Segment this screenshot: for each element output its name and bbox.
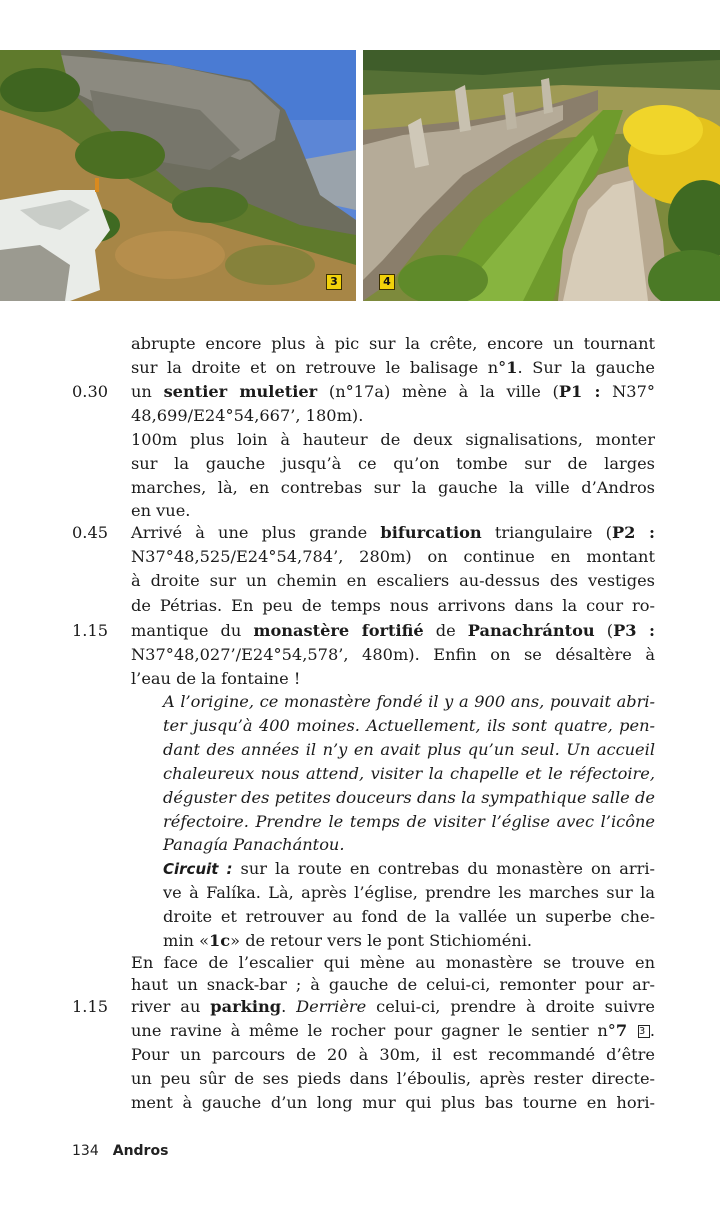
text-line: un peu sûr de ses pieds dans l’éboulis, après rester directe- — [131, 1069, 655, 1088]
italic-note-line: A l’origine, ce monastère fondé il y a 900 ans, pouvait abri- — [163, 692, 655, 711]
photo-number-badge: 3 — [326, 274, 342, 290]
walking-time: 1.15 — [72, 621, 109, 640]
text-line: un sentier muletier (n°17a) mène à la ville (P1 : N37° — [131, 382, 655, 401]
italic-note-line: ter jusqu’à 400 moines. Actuellement, ils sont quatre, pen- — [163, 716, 655, 735]
text-line: ment à gauche d’un long mur qui plus bas tourne en hori- — [131, 1093, 655, 1112]
text-line: Pour un parcours de 20 à 30m, il est recommandé d’être — [131, 1045, 655, 1064]
italic-note-line: Panagía Panachántou. — [163, 835, 345, 854]
text-line: à droite sur un chemin en escaliers au-dessus des vestiges — [131, 571, 655, 590]
circuit-line: Circuit : sur la route en contrebas du monastère on arri- — [163, 859, 655, 878]
text-line: de Pétrias. En peu de temps nous arrivons dans la cour ro- — [131, 596, 655, 615]
italic-note-line: réfectoire. Prendre le temps de visiter l’église avec l’icône — [163, 812, 655, 831]
text-line: en vue. — [131, 501, 191, 520]
circuit-line: droite et retrouver au fond de la vallée un superbe che- — [163, 907, 655, 926]
photo-hillside — [0, 50, 356, 301]
text-line: 48,699/E24°54,667’, 180m). — [131, 406, 364, 425]
walking-time: 0.45 — [72, 523, 109, 542]
section-title: Andros — [112, 1143, 169, 1159]
text-line: abrupte encore plus à pic sur la crête, encore un tournant — [131, 334, 655, 353]
text-line: N37°48,027’/E24°54,578’, 480m). Enfin on se désaltère à — [131, 645, 655, 664]
text-line: haut un snack-bar ; à gauche de celui-ci, remonter pour ar- — [131, 975, 655, 994]
text-line: une ravine à même le rocher pour gagner le sentier n°7 3 . — [131, 1021, 655, 1040]
text-line: river au parking. Derrière celui-ci, prendre à droite suivre — [131, 997, 655, 1016]
photo-reference-icon: 3 — [638, 1025, 650, 1038]
italic-note-line: chaleureux nous attend, visiter la chapelle et le réfectoire, — [163, 764, 655, 783]
italic-note-line: dant des années il n’y en avait plus qu’un seul. Un accueil — [163, 740, 655, 759]
text-line: mantique du monastère fortifié de Panachrántou (P3 : — [131, 621, 655, 640]
circuit-line: min «1c» de retour vers le pont Stichioméni. — [163, 931, 533, 950]
circuit-line: ve à Falíka. Là, après l’église, prendre les marches sur la — [163, 883, 655, 902]
page-number: 134 — [72, 1143, 99, 1159]
stone-wall-path-photo — [363, 50, 720, 301]
text-line: marches, là, en contrebas sur la gauche la ville d’Andros — [131, 478, 655, 497]
italic-note-line: déguster des petites douceurs dans la sympathique salle de — [163, 788, 655, 807]
walking-time: 0.30 — [72, 382, 109, 401]
text-line: sur la droite et on retrouve le balisage n°1. Sur la gauche — [131, 358, 655, 377]
walking-time: 1.15 — [72, 997, 109, 1016]
text-line: Arrivé à une plus grande bifurcation triangulaire (P2 : — [131, 523, 656, 542]
text-line: sur la gauche jusqu’à ce qu’on tombe sur de larges — [131, 454, 655, 473]
text-line: 100m plus loin à hauteur de deux signalisations, monter — [131, 430, 655, 449]
page-footer — [72, 1141, 168, 1161]
text-line: N37°48,525/E24°54,784’, 280m) on continue en montant — [131, 547, 655, 566]
photo-stone-walls — [363, 50, 720, 301]
text-line: En face de l’escalier qui mène au monastère se trouve en — [131, 953, 655, 972]
text-line: l’eau de la fontaine ! — [131, 669, 301, 688]
hillside-stairs-photo — [0, 50, 356, 301]
photo-number-badge: 4 — [379, 274, 395, 290]
